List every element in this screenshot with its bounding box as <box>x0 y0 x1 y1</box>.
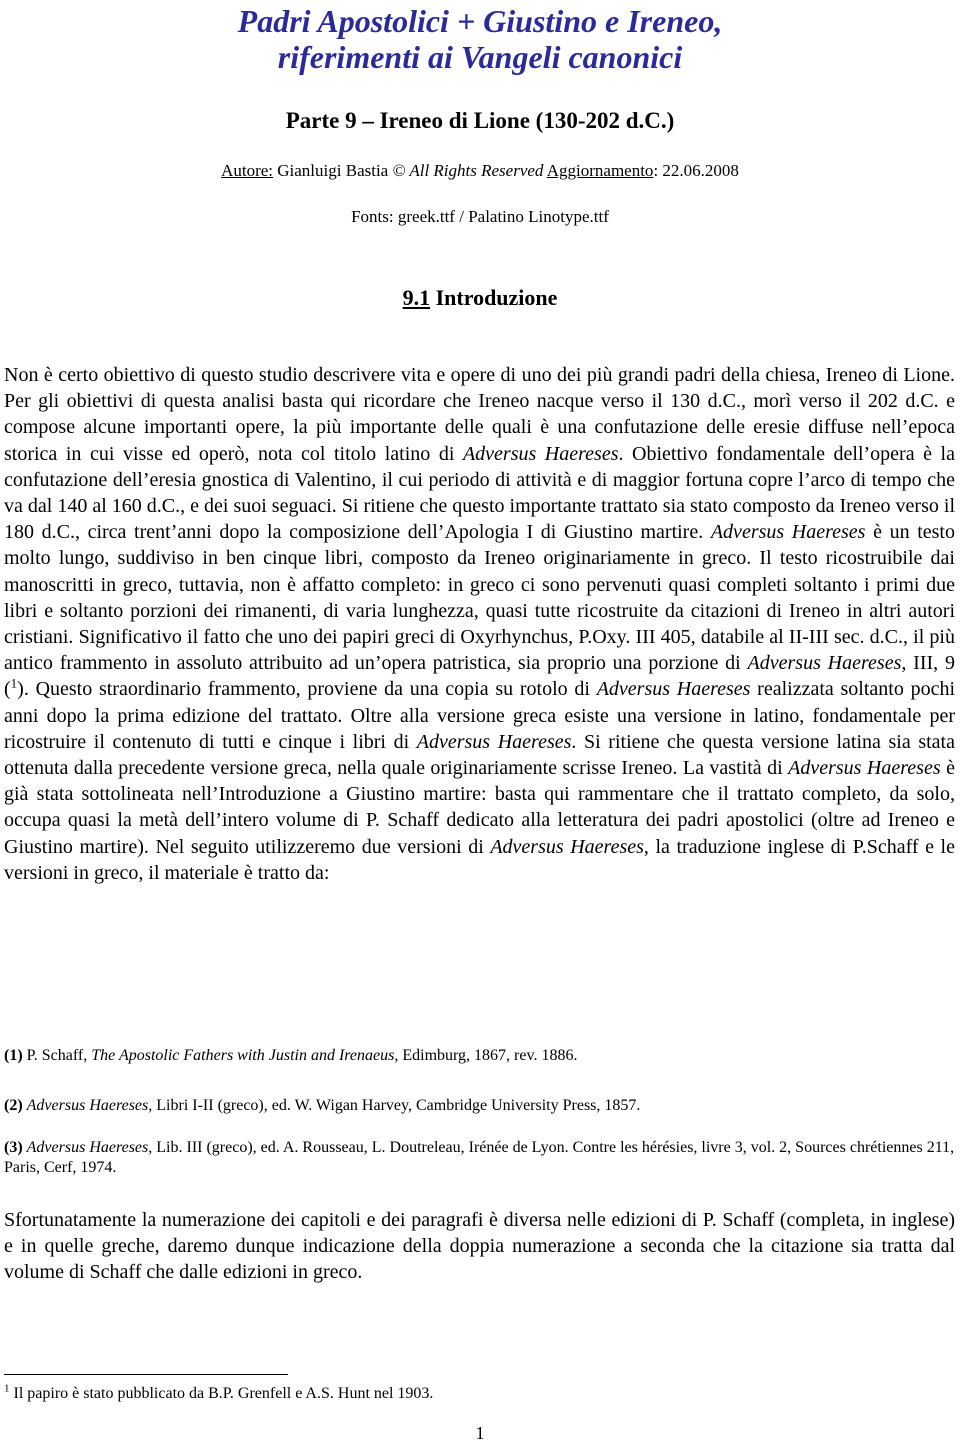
reference-number: (3) <box>4 1139 23 1156</box>
reference-title: The Apostolic Fathers with Justin and Irenaeus <box>91 1047 395 1064</box>
footnote-number: 1 <box>4 1382 10 1395</box>
text-run: è un testo molto lungo, suddiviso in ben cinque libri, composto da Ireneo originariamente in greco. Il testo ricostruibile dai manoscritti in greco, tuttavia, non è affatto completo: in greco ci sono pervenuti quasi completi soltanto i primi due libri e soltanto porzioni dei rimanenti, di varia lunghezza, quasi tutte ricostruite da citazioni di Ireneo in altri autori cristiani. Significativo il fatto che uno dei papiri greci di Oxyrhynchus, P.Oxy. III 405, databile al II-III sec. d.C., il più antico frammento in assoluto attribuito ad un’opera patristica, sia proprio una porzione di <box>4 521 955 675</box>
work-title: Adversus Haereses <box>462 442 619 465</box>
numbering-paragraph: Sfortunatamente la numerazione dei capitoli e dei paragrafi è diversa nelle edizioni di P. Schaff (completa, in inglese) e in quelle greche, daremo dunque indicazione della doppia numerazione a seconda che la citazione sia tratta dal volume di Schaff che dalle edizioni in greco. <box>4 1209 955 1284</box>
text-run: , III, 9 ( <box>4 652 955 701</box>
section-number: 9.1 <box>402 285 431 310</box>
author-name: Gianluigi Bastia <box>273 161 393 180</box>
text-run: realizzata soltanto pochi anni dopo la prima edizione del trattato. Oltre alla versione greca esiste una versione in latino, fondamentale per ricostruire il contenuto di tutti e cinque i libri di <box>4 678 956 753</box>
text-run: ). Questo straordinario frammento, proviene da una copia su rotolo di <box>17 678 597 701</box>
page-number: 1 <box>475 1423 485 1443</box>
reference-title: Adversus Haereses, <box>26 1097 153 1114</box>
author-label: Autore: <box>221 161 274 180</box>
text-run: . Obiettivo fondamentale dell’opera è la confutazione dell’eresia gnostica di Valentino, il cui periodo di attività e di maggior fortuna copre l’arco di tempo che va dal 140 al 160 d.C., e dei suoi seguaci. Si ritiene che questo importante trattato sia stato composto da Ireneo verso il 180 d.C., circa trent’anni dopo la composizione dell’Apologia I di Giustino martire. <box>4 442 955 544</box>
reference-number: (1) <box>4 1047 23 1064</box>
section-title: Introduzione <box>430 285 558 310</box>
reference-2 <box>4 1096 955 1116</box>
footnote-separator <box>4 1374 288 1375</box>
update-label: Aggiornamento <box>546 161 654 180</box>
work-title: Adversus Haereses <box>747 652 902 675</box>
footnote-marker[interactable]: 1 <box>10 675 18 691</box>
document-title-line-2: riferimenti ai Vangeli canonici <box>277 39 683 75</box>
reference-text: Libri I-II (greco), ed. W. Wigan Harvey, Cambridge University Press, 1857. <box>152 1097 641 1114</box>
reference-text: Lib. III (greco), ed. A. Rousseau, L. Doutreleau, Irénée de Lyon. Contre les hérésies, livre 3, vol. 2, Sources chrétiennes 211, Paris, Cerf, 1974. <box>4 1139 955 1176</box>
document-title-line-1: Padri Apostolici + Giustino e Ireneo, <box>237 3 723 39</box>
reference-text: P. Schaff, <box>22 1047 92 1064</box>
work-title: Adversus Haereses <box>788 757 941 780</box>
part-heading: Parte 9 – Ireneo di Lione (130-202 d.C.) <box>285 108 675 133</box>
text-run: è già stata sottolineata nell’Introduzione a Giustino martire: basta qui rammentare che il trattato completo, da solo, occupa quasi la metà dell’intero volume di P. Schaff dedicato alla letteratura dei padri apostolici (oltre ad Ireneo e Giustino martire). Nel seguito utilizzeremo due versioni di <box>4 757 955 858</box>
text-run: . Si ritiene che questa versione latina sia stata ottenuta dalla precedente versione greca, nella quale originariamente scrisse Ireneo. La vastità di <box>4 730 955 780</box>
update-date: : 22.06.2008 <box>653 161 739 180</box>
reference-3 <box>4 1138 955 1178</box>
author-line <box>0 160 960 182</box>
footnote-text: Il papiro è stato pubblicato da B.P. Grenfell e A.S. Hunt nel 1903. <box>9 1385 434 1402</box>
work-title: Adversus Haereses <box>490 835 644 858</box>
reference-title: Adversus Haereses, <box>26 1139 153 1156</box>
reference-number: (2) <box>4 1097 23 1114</box>
work-title: Adversus Haereses <box>710 521 866 544</box>
work-title: Adversus Haereses <box>416 730 572 753</box>
section-heading <box>0 285 960 311</box>
reference-1 <box>4 1046 955 1066</box>
fonts-note: Fonts: greek.ttf / Palatino Linotype.ttf <box>351 207 609 226</box>
footnote <box>4 1384 433 1404</box>
text-run: Non è certo obiettivo di questo studio descrivere vita e opere di uno dei più grandi padri della chiesa, Ireneo di Lione. Per gli obiettivi di questa analisi basta qui ricordare che Ireneo nacque verso il 130 d.C., morì verso il 202 d.C. e compose alcune importanti opere, la più importante delle quali è una confutazione delle eresie diffuse nell’epoca storica in cui visse ed operò, nota col titolo latino di <box>4 364 955 465</box>
intro-paragraph <box>4 362 955 886</box>
work-title: Adversus Haereses <box>596 678 751 701</box>
text-run: , la traduzione inglese di P.Schaff e le versioni in greco, il materiale è tratto da: <box>4 835 955 884</box>
reference-text: , Edimburg, 1867, rev. 1886. <box>394 1047 578 1064</box>
rights-notice: © All Rights Reserved <box>392 161 544 180</box>
